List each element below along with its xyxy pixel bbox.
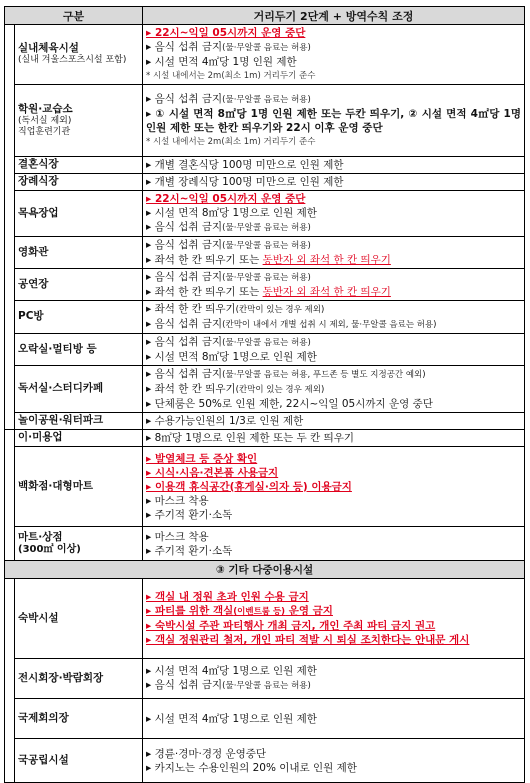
section-marker — [5, 430, 15, 561]
table-row — [5, 157, 525, 174]
measure-cell — [143, 447, 525, 527]
table-row — [5, 237, 525, 269]
measure-note: (물·무알콜 음료는 허용) — [222, 95, 311, 105]
table-row — [5, 659, 525, 699]
measure-line — [146, 270, 521, 285]
measure-note-line: * 시설 내에서는 2m(최소 1m) 거리두기 준수 — [146, 137, 316, 147]
measure-text: ▸ 음식 섭취 금지 — [146, 93, 223, 105]
header-measure: 거리두기 2단계 + 방역수칙 조정 — [143, 7, 525, 25]
measure-cell — [143, 301, 525, 334]
measure-text: ▸ 좌석 한 칸 띄우기 — [146, 303, 236, 315]
header-category: 구분 — [5, 7, 143, 25]
measure-line: ▸ 발열체크 등 증상 확인 — [146, 452, 258, 465]
measure-text: ▸ 음식 섭취 금지 — [146, 318, 223, 330]
measure-text: ▸ 음식 섭취 금지 — [146, 368, 223, 380]
category-name: PC방 — [15, 301, 143, 334]
measure-text: ▸ 음식 섭취 금지 — [146, 221, 223, 233]
table-row — [5, 174, 525, 191]
category-name: 오락실·멀티방 등 — [15, 334, 143, 366]
category-name: 실내체육시설 — [18, 42, 79, 55]
category-name: 목욕장업 — [15, 191, 143, 237]
measure-line — [146, 92, 521, 107]
measure-line — [146, 604, 521, 619]
measure-line: ▸ 단체룸은 50%로 인원 제한, 22시~익일 05시까지 운영 중단 — [146, 398, 433, 410]
measure-note: (칸막이 있는 경우 제외) — [235, 305, 325, 315]
measure-line: ▸ 객실 정원관리 철저, 개인 파티 적발 시 퇴실 조치한다는 안내문 게시 — [146, 634, 470, 646]
measure-line: ▸ 22시~익일 05시까지 운영 중단 — [146, 193, 306, 205]
measure-text: ▸ 음식 섭취 금지 — [146, 239, 223, 251]
measure-line — [146, 302, 521, 317]
measure-note: (물·무알콜 음료는 허용) — [222, 43, 311, 53]
section-title: ③ 기타 다중이용시설 — [5, 561, 525, 579]
measure-text: ▸ 좌석 한 칸 띄우기 또는 — [146, 286, 263, 298]
category-sub: (실내 겨울스포츠시설 포함) — [18, 55, 127, 66]
table-row — [5, 739, 525, 783]
measure-line: ▸ 주기적 환기·소독 — [146, 544, 233, 557]
section-marker — [5, 25, 15, 430]
measure-text: ▸ 음식 섭취 금지 — [146, 336, 223, 348]
table-row — [5, 85, 525, 157]
measure-cell — [143, 366, 525, 413]
measure-highlight: 동반자 외 좌석 한 칸 띄우기 — [262, 286, 391, 298]
category-sub: (독서실 제외) — [18, 115, 72, 126]
category-name: 숙박시설 — [15, 579, 143, 659]
measure-line: ▸ 이용객 휴식공간(휴게실·의자 등) 이용금지 — [146, 480, 352, 493]
measure-cell — [143, 527, 525, 561]
measure-cell — [143, 85, 525, 157]
category-sub: (300㎡ 이상) — [18, 543, 81, 555]
measure-note: (물·무알콜 음료는 허용, 푸드존 등 별도 지정공간 예외) — [222, 370, 426, 380]
table-row — [5, 301, 525, 334]
measure-note: (이벤트룸 등) — [233, 607, 286, 617]
measure-highlight: 동반자 외 좌석 한 칸 띄우기 — [262, 254, 391, 266]
measure-note: (칸막이 있는 경우 제외) — [235, 385, 325, 395]
category-name: 국제회의장 — [15, 699, 143, 739]
measure-line — [146, 367, 521, 382]
measure-line — [146, 382, 521, 397]
measure-line: ▸ 시설 면적 8㎡당 1명으로 인원 제한 — [146, 207, 317, 219]
measure-line: ▸ 시식·시음·견본품 사용금지 — [146, 466, 279, 479]
section-header-row — [5, 561, 525, 579]
category-name: 장례식장 — [15, 174, 143, 191]
measure-line: ▸ 8㎡당 1명으로 인원 제한 또는 두 칸 띄우기 — [146, 432, 354, 444]
measure-cell — [143, 157, 525, 174]
measure-line — [146, 238, 521, 253]
measure-line: ▸ 마스크 착용 — [146, 530, 209, 543]
measure-text: ▸ 좌석 한 칸 띄우기 또는 — [146, 254, 263, 266]
category-name: 영화관 — [15, 237, 143, 269]
category-cell — [15, 85, 143, 157]
measure-cell — [143, 334, 525, 366]
table-row — [5, 699, 525, 739]
measure-cell — [143, 191, 525, 237]
category-name: 전시회장·박람회장 — [15, 659, 143, 699]
measure-text: ▸ 음식 섭취 금지 — [146, 679, 223, 691]
measure-line — [146, 335, 521, 350]
measure-note: (물·무알콜 음료는 허용) — [222, 223, 311, 233]
measure-line — [146, 317, 521, 332]
measure-line: ▸ 객실 내 정원 초과 인원 수용 금지 — [146, 591, 309, 603]
measure-line: ▸ 시설 면적 4㎡당 1명으로 인원 제한 — [146, 712, 317, 725]
measure-text: ▸ 좌석 한 칸 띄우기 — [146, 383, 236, 395]
table-row — [5, 527, 525, 561]
measure-line: ▸ 시설 면적 4㎡당 1명으로 인원 제한 — [146, 665, 317, 677]
table-row — [5, 366, 525, 413]
category-cell — [15, 527, 143, 561]
category-name: 이·미용업 — [15, 430, 143, 447]
measure-text: ▸ 파티를 위한 객실 — [146, 605, 234, 617]
table-row — [5, 269, 525, 301]
measure-text: ▸ 음식 섭취 금지 — [146, 271, 223, 283]
measure-line: ▸ ① 시설 면적 8㎡당 1명 인원 제한 또는 두칸 띄우기, ② 시설 면적 4㎡당 1명 인원 제한 또는 한칸 띄우기와 22시 이후 운영 중단 — [146, 108, 522, 134]
measure-line — [146, 253, 521, 267]
table-row — [5, 334, 525, 366]
measure-line: ▸ 마스크 착용 — [146, 494, 209, 507]
measure-note: (칸막이 내에서 개별 섭취 시 제외, 물·무알콜 음료는 허용) — [222, 320, 437, 330]
measure-line: ▸ 수용가능인원의 1/3로 인원 제한 — [146, 415, 304, 427]
category-name: 국공립시설 — [15, 739, 143, 783]
table-row — [5, 579, 525, 659]
regulation-table — [4, 6, 525, 783]
measure-cell — [143, 430, 525, 447]
table-row — [5, 191, 525, 237]
measure-line: ▸ 22시~익일 05시까지 운영 중단 — [146, 27, 306, 39]
measure-line — [146, 678, 521, 693]
measure-line — [146, 40, 521, 55]
category-sub: 직업훈련기관 — [18, 127, 71, 138]
category-name: 놀이공원·워터파크 — [15, 413, 143, 430]
measure-line: ▸ 카지노는 수용인원의 20% 이내로 인원 제한 — [146, 761, 357, 774]
category-cell — [15, 25, 143, 85]
measure-line — [146, 285, 521, 299]
measure-line: ▸ 주기적 환기·소독 — [146, 508, 233, 521]
measure-cell — [143, 174, 525, 191]
category-name: 학원·교습소 — [18, 102, 73, 115]
measure-line — [146, 220, 521, 235]
category-name: 마트·상점 — [18, 530, 63, 543]
category-name: 백화점·대형마트 — [15, 447, 143, 527]
measure-cell — [143, 25, 525, 85]
measure-note: (물·무알콜 음료는 허용) — [222, 338, 311, 348]
measure-note-line: * 시설 내에서는 2m(최소 1m) 거리두기 준수 — [146, 71, 316, 81]
measure-cell — [143, 269, 525, 301]
measure-note: (물·무알콜 음료는 허용) — [222, 681, 311, 691]
measure-line: ▸ 개별 장례식당 100명 미만으로 인원 제한 — [146, 176, 344, 188]
table-row — [5, 25, 525, 85]
measure-line: ▸ 시설 면적 4㎡당 1명 인원 제한 — [146, 56, 297, 68]
measure-text: ▸ 음식 섭취 금지 — [146, 41, 223, 53]
measure-cell — [143, 413, 525, 430]
category-name: 독서실·스터디카페 — [15, 366, 143, 413]
measure-cell — [143, 579, 525, 659]
measure-text: 운영 금지 — [285, 605, 333, 617]
measure-line: ▸ 경륜·경마·경정 운영중단 — [146, 747, 267, 760]
measure-cell — [143, 659, 525, 699]
measure-line: ▸ 시설 면적 8㎡당 1명으로 인원 제한 — [146, 351, 317, 363]
measure-note: (물·무알콜 음료는 허용) — [222, 241, 311, 251]
table-row — [5, 413, 525, 430]
category-name: 결혼식장 — [15, 157, 143, 174]
section-marker — [5, 579, 15, 783]
category-name: 공연장 — [15, 269, 143, 301]
measure-note: (물·무알콜 음료는 허용) — [222, 273, 311, 283]
measure-cell — [143, 739, 525, 783]
measure-cell — [143, 237, 525, 269]
table-header-row — [5, 7, 525, 25]
table-row — [5, 430, 525, 447]
measure-line: ▸ 개별 결혼식당 100명 미만으로 인원 제한 — [146, 159, 344, 171]
measure-line: ▸ 숙박시설 주관 파티행사 개최 금지, 개인 주최 파티 금지 권고 — [146, 620, 436, 632]
table-row — [5, 447, 525, 527]
measure-cell — [143, 699, 525, 739]
